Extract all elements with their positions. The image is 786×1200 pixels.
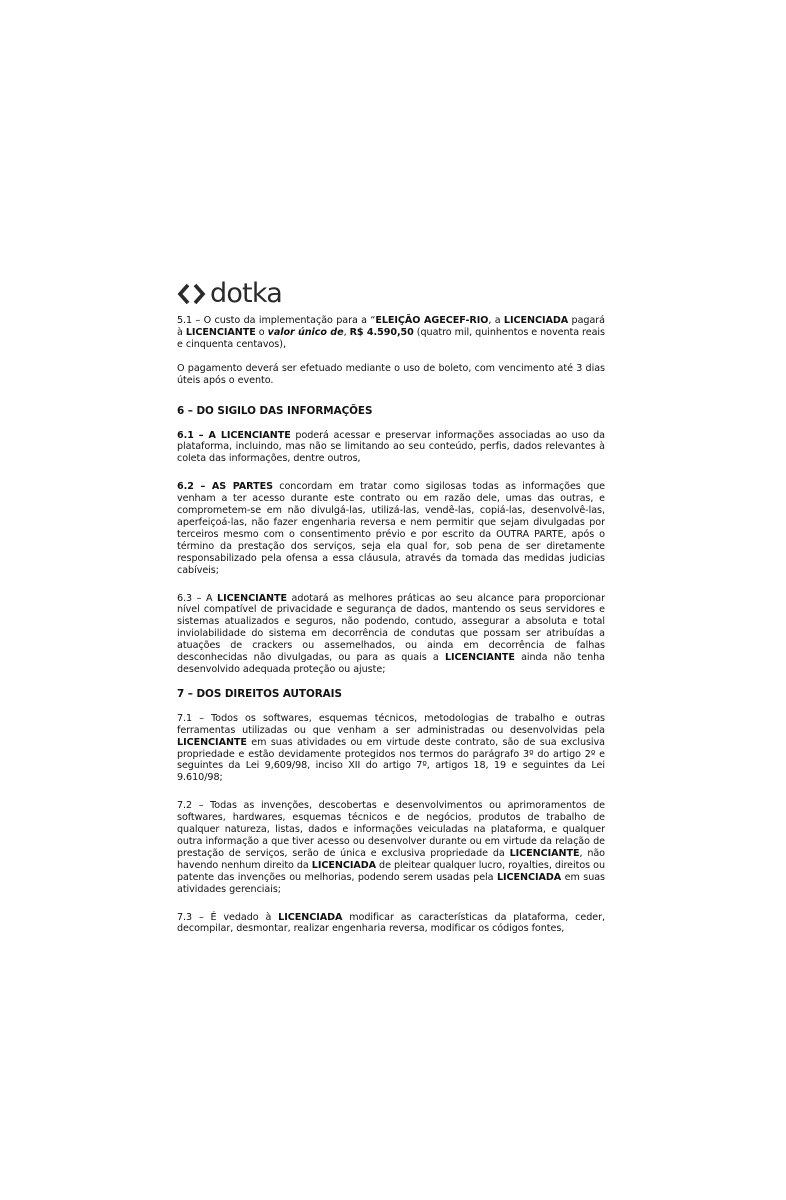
clause-6-3: 6.3 – A LICENCIANTE adotará as melhores práticas ao seu alcance para proporcionar nível compatível de privacidade e segurança de dados, mantendo os seus servidores e sistemas atualizados e seguros, não podendo, contudo, assegurar a absoluta e total inviolabilidade do sistema em decorrência de condutas que possam ser atribuídas a atuações de crackers ou assemelhados, ou ainda em decorrência de falhas desconhecidas não divulgadas, ou para as quais a LICENCIANTE ainda não tenha desenvolvido adequada proteção ou ajuste; — [177, 592, 606, 675]
code-brackets-icon — [177, 282, 207, 306]
clause-7-3: 7.3 – É vedado à LICENCIADA modificar as características da plataforma, ceder, decompilar, desmontar, realizar engenharia reversa, modificar os códigos fontes, — [177, 911, 605, 935]
section-7-heading: 7 – DOS DIREITOS AUTORAIS — [177, 687, 342, 700]
payment-terms: O pagamento deverá ser efetuado mediante o uso de boleto, com vencimento até 3 dias úteis após o evento. — [177, 362, 605, 386]
clause-5-1: 5.1 – O custo da implementação para a “ELEIÇÃO AGECEF-RIO, a LICENCIADA pagará à LICENCIANTE o valor único de, R$ 4.590,50 (quatro mil, quinhentos e noventa reais e cinquenta centavos), — [177, 315, 605, 350]
clause-7-2: 7.2 – Todas as invenções, descobertas e desenvolvimentos ou aprimoramentos de softwares, hardwares, esquemas técnicos e de negócios, produtos de trabalho de qualquer natureza, listas, dados e informações veiculadas na plataforma, e qualquer outra informação a que tiver acesso ou desenvolver durante ou em virtude da relação de prestação de serviços, serão de única e exclusiva propriedade da LICENCIANTE, não havendo nenhum direito da LICENCIADA de pleitear qualquer lucro, royalties, direitos ou patente das invenções ou melhorias, podendo serem usadas pela LICENCIADA em suas atividades gerenciais; — [177, 800, 606, 895]
section-6-heading: 6 – DO SIGILO DAS INFORMAÇÕES — [177, 404, 373, 417]
document-page — [177, 278, 605, 935]
clause-6-1: 6.1 – A LICENCIANTE poderá acessar e preservar informações associadas ao uso da plataforma, incluindo, mas não se limitando ao seu conteúdo, perfis, dados relevantes à coleta das informações, dentre outros, — [177, 429, 605, 465]
brand-name: dotka — [210, 278, 282, 309]
clause-7-1: 7.1 – Todos os softwares, esquemas técnicos, metodologias de trabalho e outras ferramentas utilizadas ou que venham a ser administradas ou desenvolvidas pela LICENCIANTE em suas atividades ou em virtude deste contrato, são de sua exclusiva propriedade e estão devidamente protegidos nos termos do parágrafo 3º do artigo 2º e seguintes da Lei 9,609/98, inciso XII do artigo 7º, artigos 18, 19 e seguintes da Lei 9.610/98; — [177, 712, 605, 784]
dotka-logo — [177, 278, 605, 310]
clause-6-2: 6.2 – AS PARTES concordam em tratar como sigilosas todas as informações que venham a ter acesso durante este contrato ou em razão dele, umas das outras, e comprometem-se em não divulgá-las, utilizá-las, vendê-las, copiá-las, desenvolvê-las, aperfeiçoá-las, não fazer engenharia reversa e nem permitir que sejam divulgadas por terceiros mesmo com o consentimento prévio e por escrito da OUTRA PARTE, após o término da prestação dos serviços, seja ela qual for, sob pena de ser diretamente responsabilizado pela ofensa a essa cláusula, através da tomada das medidas judicias cabíveis; — [177, 481, 605, 576]
